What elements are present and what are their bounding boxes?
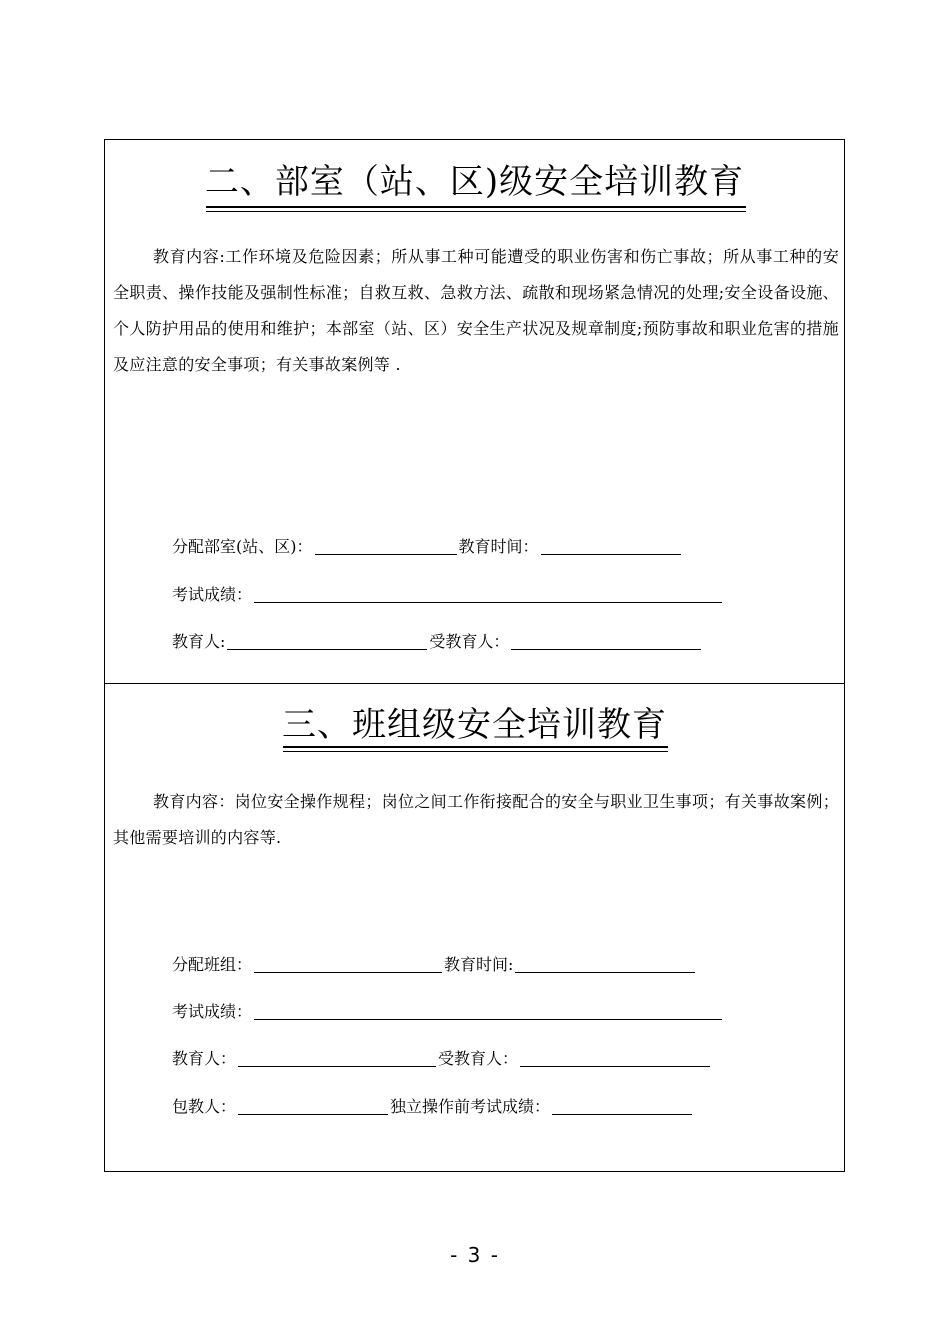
section3-score-label: 考试成绩： — [172, 1002, 253, 1021]
section2-trainee-label: 受教育人： — [429, 632, 510, 651]
section3-educator-field[interactable] — [238, 1048, 436, 1067]
section2-assigned-label: 分配部室(站、区)： — [172, 537, 313, 556]
section3-content: 教育内容：岗位安全操作规程；岗位之间工作衔接配合的安全与职业卫生事项；有关事故案例；其他需要培训的内容等. — [113, 792, 839, 847]
section3-score-field[interactable] — [254, 1001, 722, 1020]
section3-trainee-field[interactable] — [520, 1048, 710, 1067]
section2-title: 二、部室（站、区)级安全培训教育 — [204, 162, 745, 202]
section3-score-row — [172, 1000, 724, 1024]
section2-content: 教育内容:工作环境及危险因素；所从事工种可能遭受的职业伤害和伤亡事故；所从事工种的安全职责、操作技能及强制性标准；自救互救、急救方法、疏散和现场紧急情况的处理;安全设备设施、个人防护用品的使用和维护；本部室（站、区）安全生产状况及规章制度;预防事故和职业危害的措施及应注意的安全事项；有关事故案例等 . — [113, 247, 839, 374]
section3-people-row — [172, 1047, 712, 1071]
section2-educator-field[interactable] — [227, 631, 427, 650]
section2-trainee-field[interactable] — [511, 631, 701, 650]
section2-time-field[interactable] — [541, 536, 681, 555]
section3-preop-score-field[interactable] — [552, 1096, 692, 1115]
section3-mentor-field[interactable] — [238, 1096, 388, 1115]
section3-assigned-field[interactable] — [254, 954, 442, 973]
section3-preop-score-label: 独立操作前考试成绩： — [390, 1097, 551, 1116]
section3-title-underline — [283, 746, 668, 752]
page-number: - 3 - — [450, 1243, 500, 1267]
section3-time-field[interactable] — [515, 954, 695, 973]
section2-score-label: 考试成绩： — [172, 585, 253, 604]
section2-assign-row — [172, 535, 683, 559]
section3-trainee-label: 受教育人： — [438, 1049, 519, 1068]
section2-assigned-field[interactable] — [315, 536, 457, 555]
section2-people-row — [172, 630, 703, 654]
section3-educator-label: 教育人： — [172, 1049, 237, 1068]
section2-time-label: 教育时间： — [458, 537, 539, 556]
section2-score-row — [172, 583, 724, 607]
section3-mentor-row — [172, 1095, 694, 1119]
section3-mentor-label: 包教人： — [172, 1097, 237, 1116]
section2-title-underline — [206, 206, 746, 212]
section3-assigned-label: 分配班组： — [172, 955, 253, 974]
section3-title: 三、班组级安全培训教育 — [282, 705, 667, 745]
section2-score-field[interactable] — [254, 584, 722, 603]
section3-assign-row — [172, 953, 697, 977]
training-record-table — [104, 139, 845, 1172]
section-divider — [105, 683, 844, 684]
section3-time-label: 教育时间: — [444, 955, 514, 974]
section2-educator-label: 教育人: — [172, 632, 226, 651]
